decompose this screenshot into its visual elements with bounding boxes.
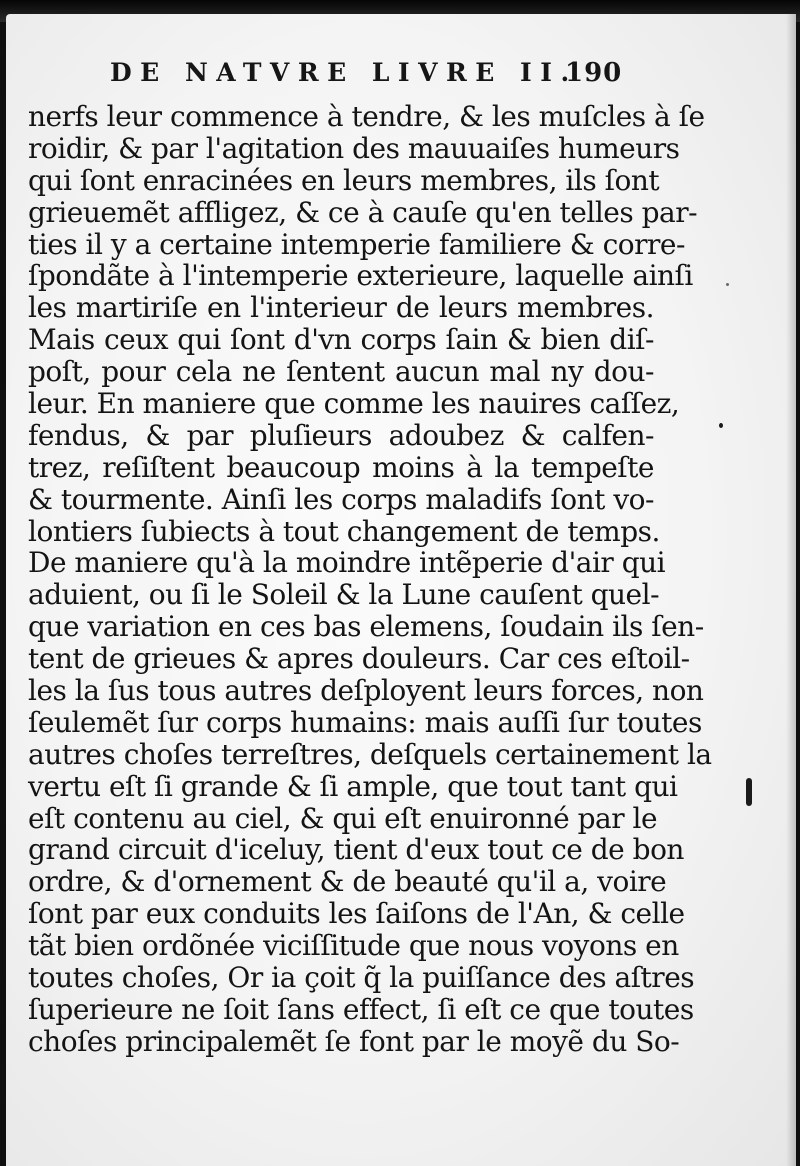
text-line: vertu eſt ſi grande & ſi ample, que tout tant qui xyxy=(28,769,678,803)
text-line: & tourmente. Ainſi les corps maladifs ſont vo- xyxy=(28,482,654,516)
text-line: Mais ceux qui ſont d'vn corps ſain & bien diſ- xyxy=(28,323,654,357)
page-number: 190 xyxy=(565,58,623,88)
ink-speck xyxy=(726,283,729,286)
text-line: autres choſes terreſtres, deſquels certainement la xyxy=(28,737,712,771)
text-line: leur. En maniere que comme les nauires caſſez, xyxy=(28,387,680,421)
text-line: choſes principalemẽt ſe font par le moyẽ du So- xyxy=(28,1024,680,1058)
text-line: ſpondãte à l'intemperie exterieure, laquelle ainſi xyxy=(28,259,693,293)
text-line: les la ſus tous autres deſployent leurs forces, non xyxy=(28,674,704,708)
text-line: les martiriſe en l'interieur de leurs membres. xyxy=(28,291,654,325)
page-header xyxy=(0,58,800,98)
page-edge-shadow xyxy=(786,14,796,1166)
text-line: De maniere qu'à la moindre intẽperie d'air qui xyxy=(28,546,666,580)
body-text xyxy=(28,100,712,1058)
text-line: lontiers ſubiects à tout changement de temps. xyxy=(28,514,660,548)
text-line: ſuperieure ne ſoit ſans effect, ſi eſt ce que toutes xyxy=(28,992,694,1026)
text-line: poſt, pour cela ne ſentent aucun mal ny dou- xyxy=(28,355,654,389)
text-line: ties il y a certaine intemperie familiere & corre- xyxy=(28,227,685,261)
text-line: que variation en ces bas elemens, ſoudain ils ſen- xyxy=(28,610,704,644)
text-line: fendus, & par pluſieurs adoubez & calfen- xyxy=(28,418,654,452)
ink-blot xyxy=(746,778,752,806)
text-line: roidir, & par l'agitation des mauuaiſes humeurs xyxy=(28,131,680,165)
text-line: eſt contenu au ciel, & qui eſt enuironné par le xyxy=(28,801,658,835)
running-head: DE NATVRE LIVRE II. xyxy=(110,58,578,87)
text-line: nerfs leur commence à tendre, & les muſcles à ſe xyxy=(28,100,705,133)
text-line: grieuemẽt affligez, & ce à cauſe qu'en telles par- xyxy=(28,195,698,229)
text-line: ordre, & d'ornement & de beauté qu'il a, voire xyxy=(28,865,667,899)
text-line: trez, reſiſtent beaucoup moins à la tempeſte xyxy=(28,450,654,484)
text-line: toutes choſes, Or ia çoit q̃ la puiſſance des aſtres xyxy=(28,961,695,995)
text-line: tãt bien ordõnée viciſſitude que nous voyons en xyxy=(28,929,679,963)
text-line: ſeulemẽt ſur corps humains: mais auſſi ſur toutes xyxy=(28,705,702,739)
text-line: qui ſont enracinées en leurs membres, ils ſont xyxy=(28,163,660,197)
text-line: tent de grieues & apres douleurs. Car ces eſtoil- xyxy=(28,642,690,676)
ink-speck xyxy=(719,423,723,428)
text-line: grand circuit d'iceluy, tient d'eux tout ce de bon xyxy=(28,833,684,867)
text-line: ſont par eux conduits les ſaiſons de l'An, & celle xyxy=(28,897,685,931)
text-line: aduient, ou ſi le Soleil & la Lune cauſent quel- xyxy=(28,578,660,612)
